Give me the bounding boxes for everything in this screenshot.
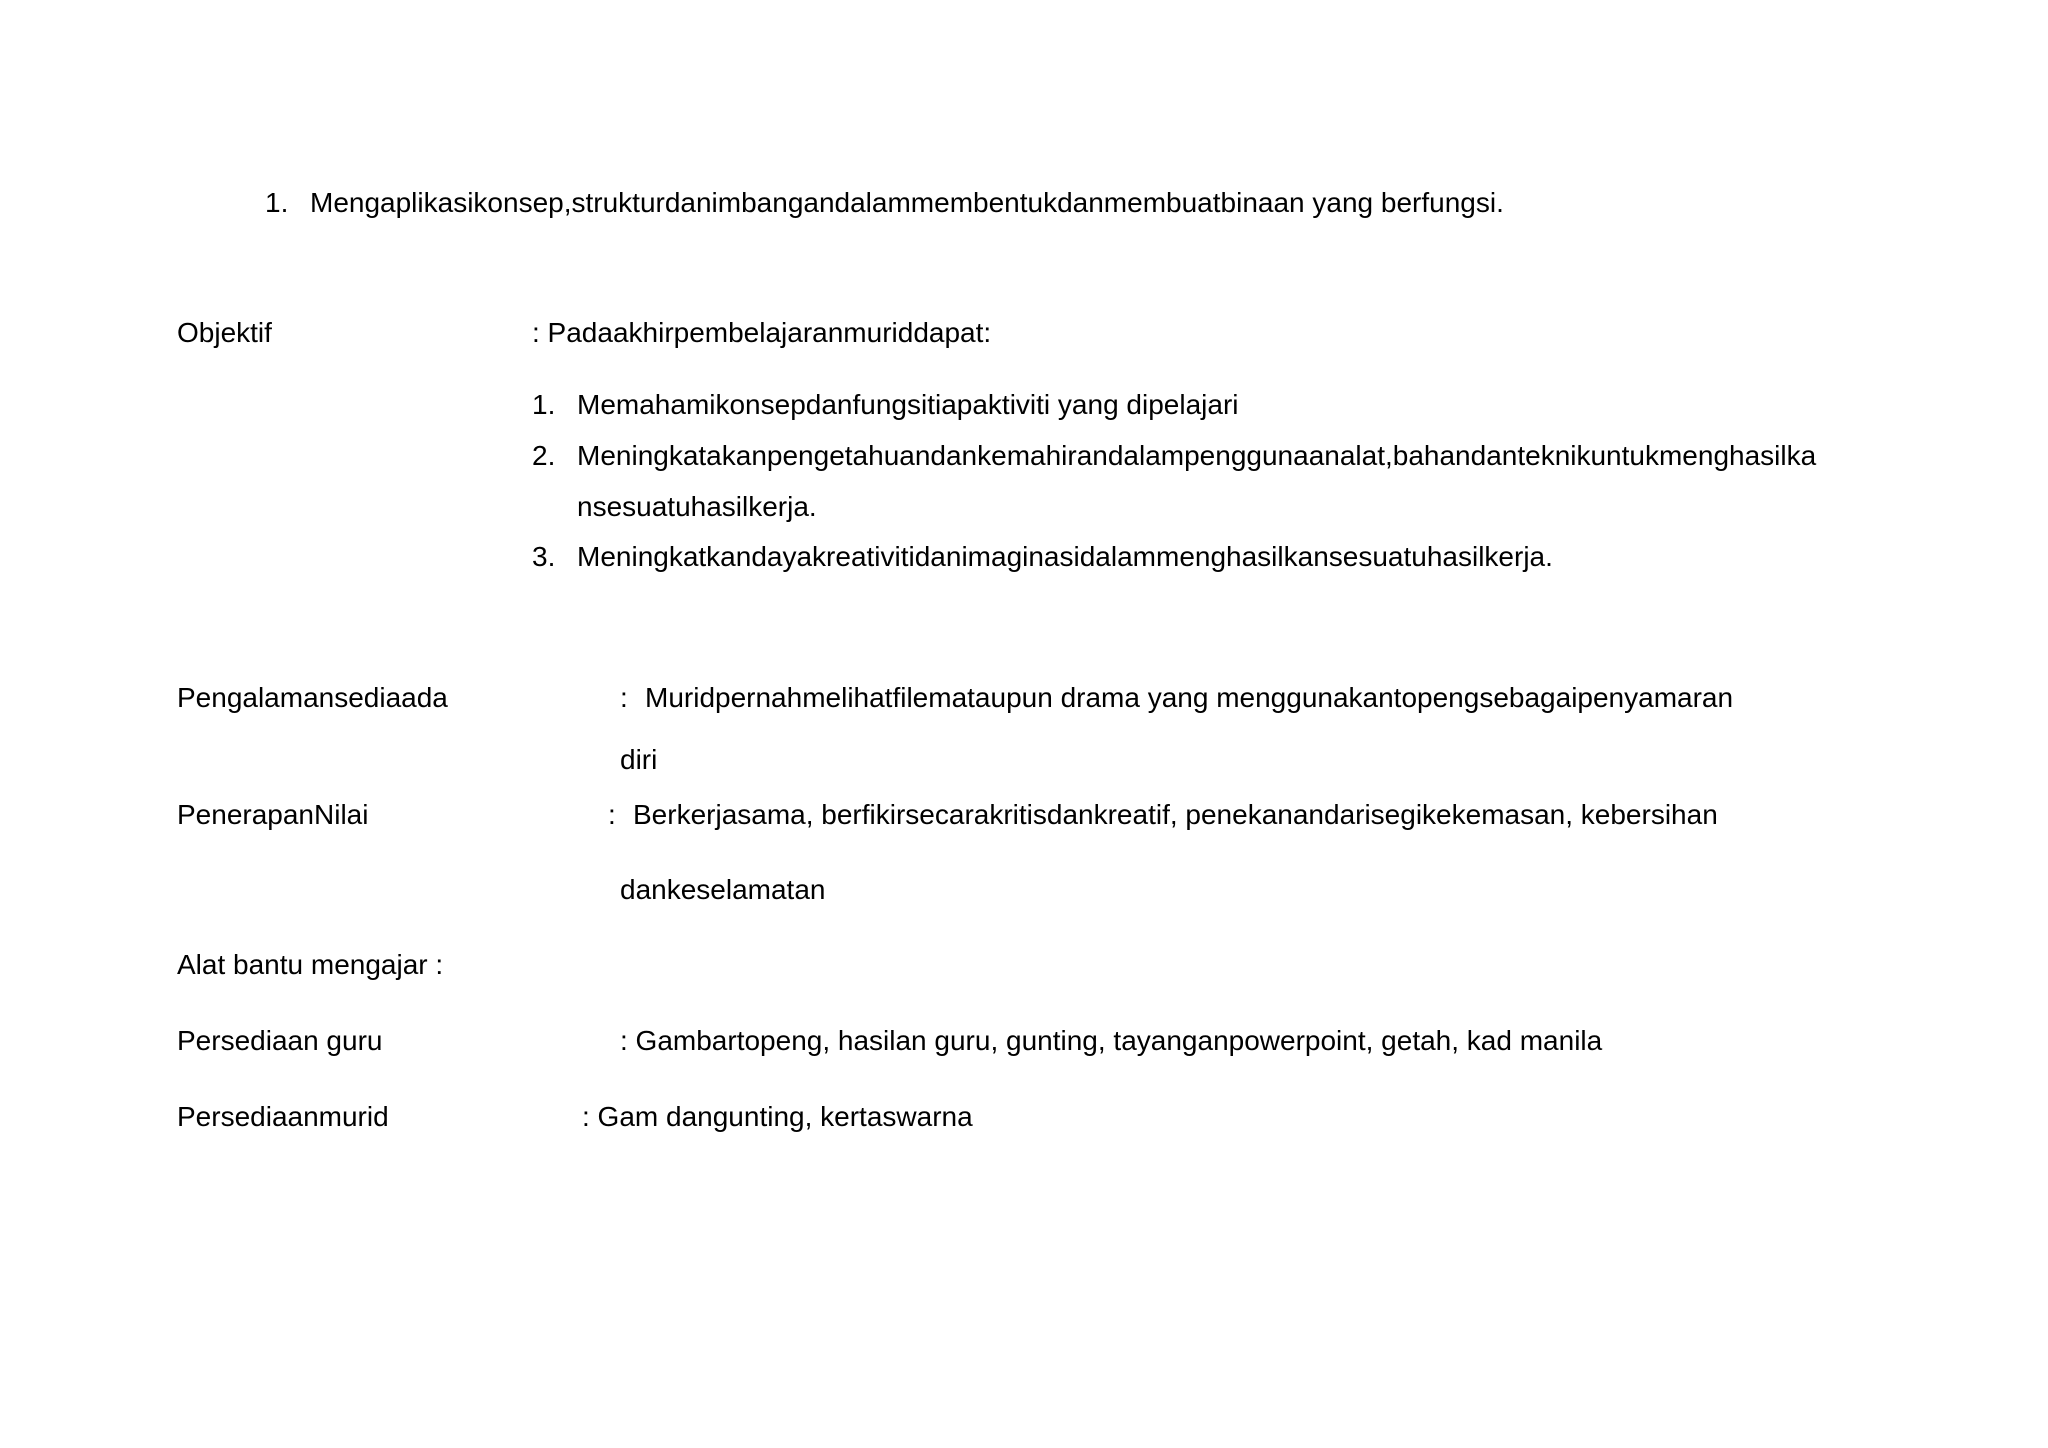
nilai-label: PenerapanNilai	[177, 799, 369, 830]
objektif-label: Objektif	[177, 317, 272, 348]
pengalaman-label: Pengalamansediaada	[177, 682, 448, 713]
pengalaman-colon: :	[620, 682, 628, 713]
persediaan-guru-label: Persediaan guru	[177, 1025, 383, 1056]
objektif-item-3-text: Meningkatkandayakreativitidanimaginasidalammenghasilkansesuatuhasilkerja.	[577, 541, 1553, 572]
objektif-item-2-number: 2.	[532, 440, 556, 471]
standard-number: 1.	[265, 187, 289, 218]
standard-text: Mengaplikasikonsep,strukturdanimbangandalammembentukdanmembuatbinaan yang berfungsi.	[310, 187, 1504, 218]
alat-bantu-heading: Alat bantu mengajar :	[177, 949, 444, 980]
pengalaman-text: Muridpernahmelihatfilemataupun drama yang menggunakantopengsebagaipenyamaran	[645, 682, 1734, 713]
objektif-item-3-number: 3.	[532, 541, 556, 572]
nilai-text-continued: dankeselamatan	[620, 874, 826, 905]
persediaan-murid-value: : Gam dangunting, kertaswarna	[582, 1101, 973, 1132]
persediaan-guru-value: : Gambartopeng, hasilan guru, gunting, tayanganpowerpoint, getah, kad manila	[620, 1025, 1603, 1056]
pengalaman-text-continued: diri	[620, 744, 658, 775]
objektif-item-2-text-continued: nsesuatuhasilkerja.	[577, 491, 817, 522]
objektif-intro: : Padaakhirpembelajaranmuriddapat:	[532, 317, 992, 348]
objektif-item-1-text: Memahamikonsepdanfungsitiapaktiviti yang dipelajari	[577, 389, 1239, 420]
nilai-colon: :	[608, 799, 616, 830]
persediaan-murid-label: Persediaanmurid	[177, 1101, 389, 1132]
nilai-text: Berkerjasama, berfikirsecarakritisdankreatif, penekanandarisegikekemasan, kebersihan	[633, 799, 1718, 830]
objektif-item-2-text: Meningkatakanpengetahuandankemahirandalampenggunaanalat,bahandanteknikuntukmenghasilka	[577, 440, 1817, 471]
objektif-item-1-number: 1.	[532, 389, 556, 420]
